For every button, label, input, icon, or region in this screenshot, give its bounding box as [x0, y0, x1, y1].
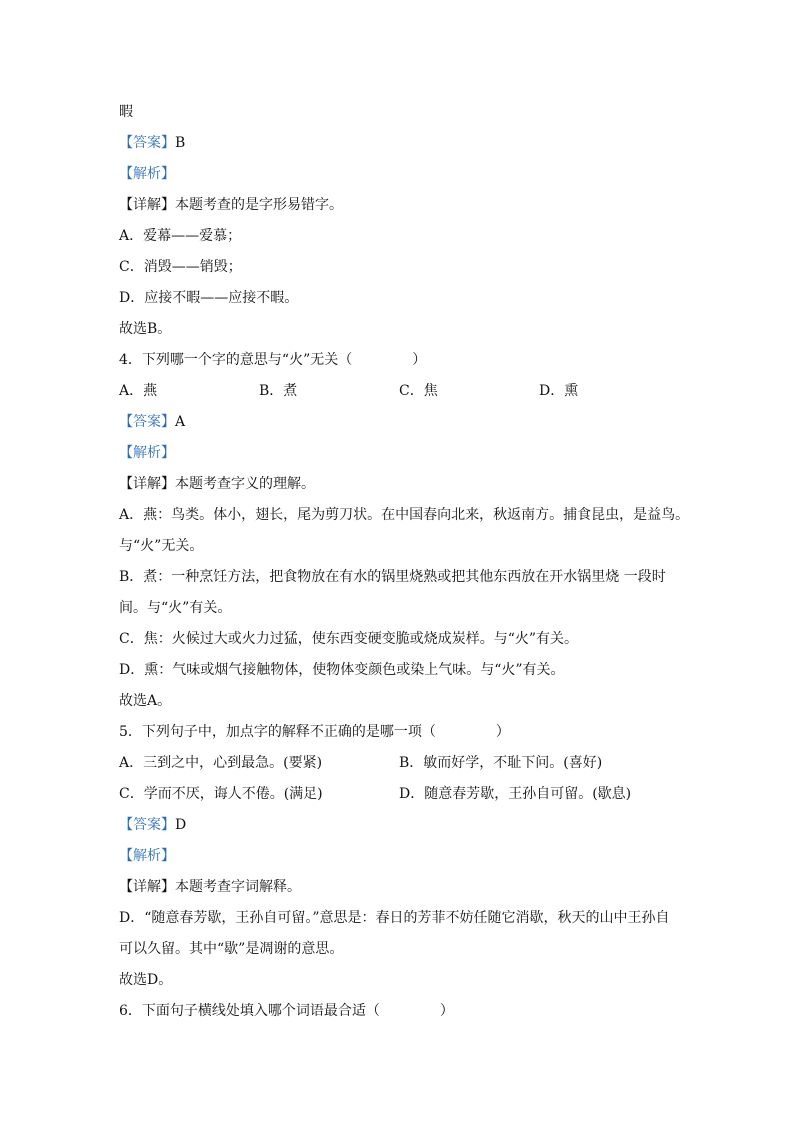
question-close: ）: [439, 1003, 454, 1019]
question-stem: [119, 348, 679, 379]
question-text: 5．下列句子中，加点字的解释不正确的是哪一项（: [119, 724, 436, 740]
question-close: ）: [412, 352, 427, 368]
answer-label: 【答案】: [119, 817, 175, 833]
explanation-line: D．熏：气味或烟气接触物体，使物体变颜色或染上气味。与“火”有关。: [119, 662, 565, 678]
analysis-label-line: [119, 441, 679, 472]
conclusion-line: 故选D。: [119, 972, 173, 988]
analysis-label: 【解析】: [119, 445, 175, 461]
answer-value: A: [175, 414, 186, 430]
question-text: 4．下列哪一个字的意思与“火”无关（: [119, 352, 353, 368]
answer-line: [119, 131, 679, 162]
detail-label: 【详解】: [119, 879, 175, 895]
question-text: 6．下面句子横线处填入哪个词语最合适（: [119, 1003, 380, 1019]
options-row: [119, 751, 679, 782]
answer-label: 【答案】: [119, 414, 175, 430]
document-body: [119, 100, 690, 1030]
explanation-line: B．煮：一种烹饪方法，把食物放在有水的锅里烧熟或把其他东西放在开水锅里烧 一段时: [119, 569, 666, 585]
explanation-line: D．应接不暇——应接不暇。: [119, 290, 299, 306]
answer-label: 【答案】: [119, 135, 175, 151]
detail-label: 【详解】: [119, 197, 175, 213]
answer-value: D: [175, 817, 187, 833]
detail-line: [119, 472, 679, 503]
option-d: D．熏: [539, 383, 579, 399]
answer-value: B: [175, 135, 186, 151]
analysis-label-line: [119, 162, 679, 193]
explanation-line: A．爱幕——爱慕；: [119, 228, 242, 244]
explanation-line: D．“随意春芳歇，王孙自可留。”意思是：春日的芳菲不妨任随它消歇，秋天的山中王孙自: [119, 910, 670, 926]
option-d: D．随意春芳歇，王孙自可留。(歇息): [399, 786, 632, 802]
detail-line: [119, 875, 679, 906]
conclusion-line: 故选A。: [119, 693, 172, 709]
explanation-line: 可以久留。其中“歇”是凋谢的意思。: [119, 941, 344, 957]
detail-text: 本题考查的是字形易错字。: [175, 197, 343, 213]
text-line: 暇: [119, 104, 133, 120]
options-row: [119, 782, 679, 813]
answer-line: [119, 410, 679, 441]
detail-label: 【详解】: [119, 476, 175, 492]
options-row: [119, 379, 679, 410]
analysis-label-line: [119, 844, 679, 875]
question-stem: [119, 720, 679, 751]
analysis-label: 【解析】: [119, 166, 175, 182]
option-c: C．焦: [399, 383, 438, 399]
question-stem: [119, 999, 679, 1030]
explanation-line: A．燕：鸟类。体小，翅长，尾为剪刀状。在中国春向北来，秋返南方。捕食昆虫，是益鸟。: [119, 507, 690, 523]
detail-text: 本题考查字义的理解。: [175, 476, 315, 492]
explanation-line: C．焦：火候过大或火力过猛，使东西变硬变脆或烧成炭样。与“火”有关。: [119, 631, 579, 647]
explanation-line: 间。与“火”有关。: [119, 600, 232, 616]
explanation-line: 与“火”无关。: [119, 538, 204, 554]
option-b: B．敏而好学，不耻下问。(喜好): [399, 755, 603, 771]
option-a: A．三到之中，心到最急。(要紧): [119, 755, 323, 771]
conclusion-line: 故选B。: [119, 321, 172, 337]
question-close: ）: [495, 724, 510, 740]
option-c: C．学而不厌，诲人不倦。(满足): [119, 786, 323, 802]
answer-line: [119, 813, 679, 844]
detail-line: [119, 193, 679, 224]
analysis-label: 【解析】: [119, 848, 175, 864]
option-a: A．燕: [119, 383, 158, 399]
detail-text: 本题考查字词解释。: [175, 879, 301, 895]
explanation-line: C．消毁——销毁；: [119, 259, 242, 275]
option-b: B．煮: [259, 383, 298, 399]
